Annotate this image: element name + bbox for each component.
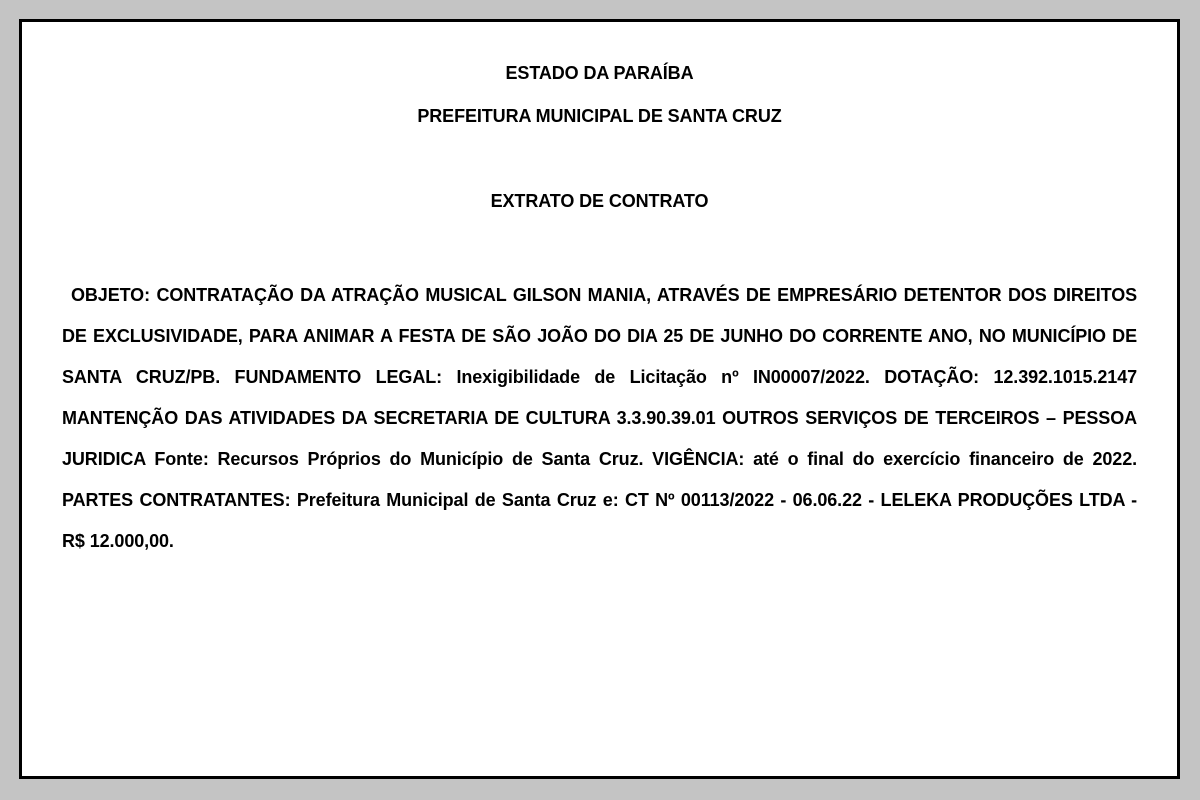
prefeitura-heading: PREFEITURA MUNICIPAL DE SANTA CRUZ: [417, 106, 782, 126]
dotacao-text: 12.392.1015.2147 MANTENÇÃO DAS ATIVIDADES DA SECRETARIA DE CULTURA 3.3.90.39.01 OUTROS SERVIÇOS DE TERCEIROS – PESSOA JURIDICA Fonte: Recursos Próprios do Município de Santa Cruz.: [62, 367, 1138, 469]
partes-text: Prefeitura Municipal de Santa Cruz e: CT Nº 00113/2022 - 06.06.22 - LELEKA PRODUÇÕES LTDA - R$ 12.000,00.: [62, 490, 1138, 551]
objeto-text: CONTRATAÇÃO DA ATRAÇÃO MUSICAL GILSON MANIA, ATRAVÉS DE EMPRESÁRIO DETENTOR DOS DIREITOS DE EXCLUSIVIDADE, PARA ANIMAR A FESTA DE SÃO JOÃO DO DIA 25 DE JUNHO DO CORRENTE ANO, NO MUNICÍPIO DE SANTA CRUZ/PB.: [62, 285, 1137, 387]
objeto-label: OBJETO:: [71, 285, 150, 305]
document-title: EXTRATO DE CONTRATO: [490, 191, 709, 211]
vigencia-label: VIGÊNCIA:: [652, 449, 745, 469]
vigencia-text: até o final do exercício financeiro de 2022.: [753, 449, 1138, 469]
partes-label: PARTES CONTRATANTES:: [62, 490, 291, 510]
fundamento-label: FUNDAMENTO LEGAL:: [234, 367, 443, 387]
document-page: [19, 19, 1180, 779]
state-heading: ESTADO DA PARAÍBA: [505, 63, 694, 83]
contract-extract-paragraph: [62, 275, 1137, 562]
fundamento-text: Inexigibilidade de Licitação nº IN00007/2022.: [456, 367, 870, 387]
dotacao-label: DOTAÇÃO:: [884, 367, 980, 387]
